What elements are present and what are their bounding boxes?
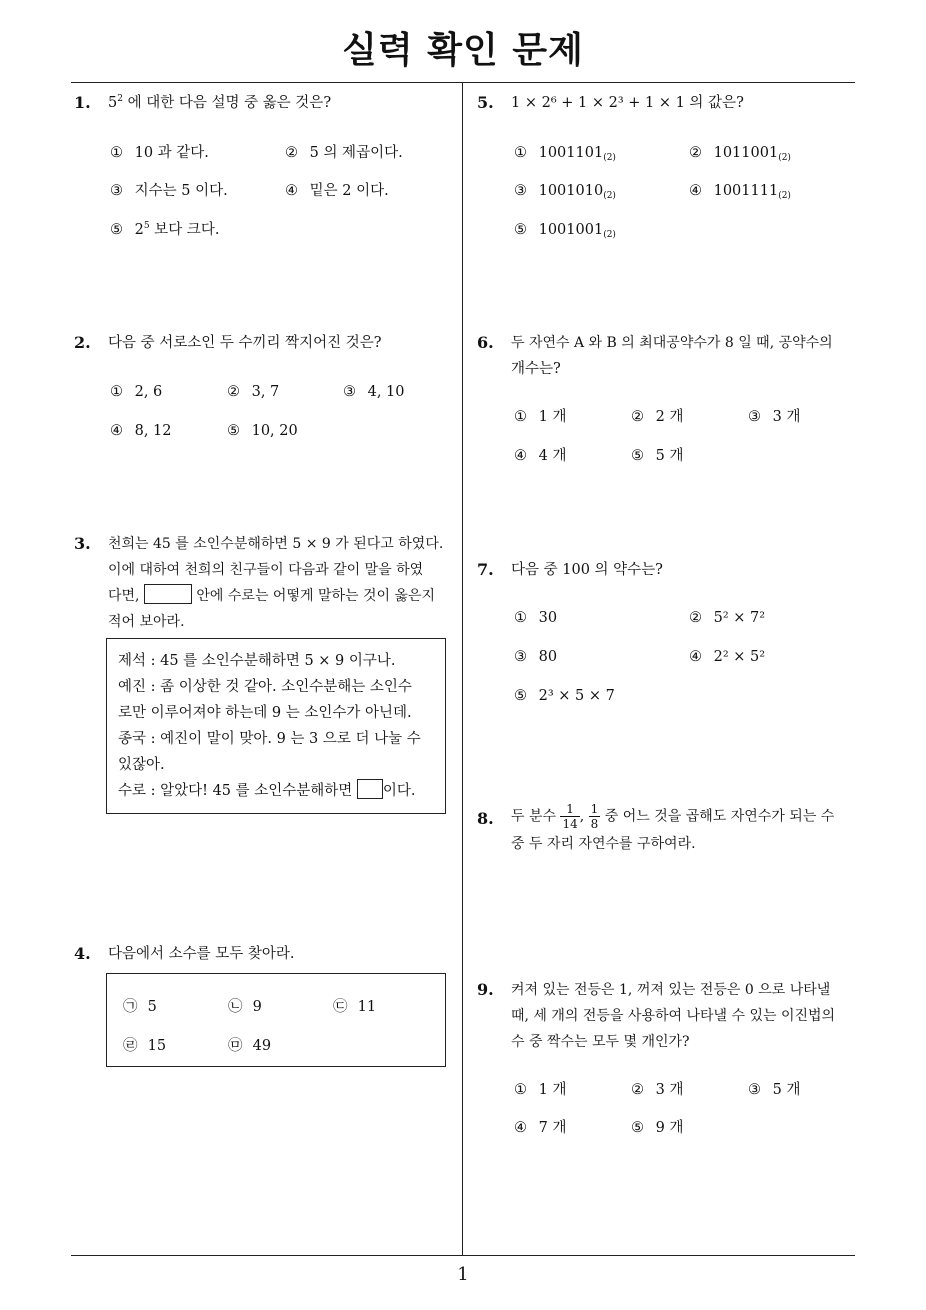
fraction-1-8	[589, 802, 601, 831]
option-mark: ②	[631, 409, 644, 425]
option-mark: ④	[514, 448, 527, 464]
answer-blank	[357, 779, 383, 799]
item-mark: ㉣	[123, 1038, 138, 1054]
option-mark: ①	[514, 610, 527, 626]
option-mark: ①	[514, 409, 527, 425]
option-text: 지수는 5 이다.	[134, 183, 228, 199]
q6-option-2[interactable]	[631, 407, 683, 427]
q9-option-2[interactable]	[631, 1080, 683, 1100]
option-text: 5 개	[772, 1082, 801, 1098]
q5-option-4[interactable]	[689, 181, 791, 201]
question-line	[511, 802, 861, 831]
item-text: 11	[357, 999, 377, 1015]
q7-option-4[interactable]	[689, 647, 765, 667]
question-text	[108, 90, 331, 116]
option-mark: ②	[227, 384, 240, 400]
option-text: 밑은 2 이다.	[309, 183, 389, 199]
item-mark: ㉡	[228, 999, 243, 1015]
question-text	[108, 531, 460, 635]
q6-option-3[interactable]	[748, 407, 800, 427]
question-number: 1.	[74, 93, 91, 112]
option-text: 2² × 5²	[713, 649, 766, 665]
q7-option-3[interactable]	[514, 647, 557, 667]
option-mark: ③	[343, 384, 356, 400]
option-text: 7 개	[538, 1120, 567, 1136]
option-text: 4 개	[538, 448, 567, 464]
page-title: 실력 확인 문제	[342, 30, 584, 71]
exponent: 2	[117, 94, 123, 104]
q1-option-2[interactable]	[285, 143, 403, 163]
option-mark: ③	[748, 409, 761, 425]
q4-item-2	[228, 997, 262, 1017]
dialogue-line: 종국 : 예진이 말이 맞아. 9 는 3 으로 더 나눌 수	[118, 731, 421, 747]
option-text: 2, 6	[134, 384, 163, 400]
option-text: 2 개	[655, 409, 684, 425]
question-number: 8.	[477, 809, 494, 828]
option-text: 10 과 같다.	[134, 145, 209, 161]
text: 수로 : 알았다! 45 를 소인수분해하면	[118, 783, 357, 799]
numerator: 1	[560, 802, 579, 817]
q4-item-4	[123, 1036, 166, 1056]
q5-option-2[interactable]	[689, 143, 791, 163]
question-text	[511, 802, 861, 857]
option-mark: ④	[514, 1120, 527, 1136]
base: 5	[108, 95, 118, 111]
option-mark: ④	[689, 183, 702, 199]
text: 다면,	[108, 588, 140, 604]
q6-option-1[interactable]	[514, 407, 566, 427]
option-text: 3 개	[772, 409, 801, 425]
option-mark: ①	[514, 1082, 527, 1098]
option-text: 1001010	[538, 183, 604, 199]
option-mark: ⑤	[110, 222, 123, 238]
option-text: 1 개	[538, 409, 567, 425]
question-line: 이에 대하여 천희의 친구들이 다음과 같이 말을 하였	[108, 562, 424, 578]
q2-option-1[interactable]	[110, 382, 162, 402]
q2-option-3[interactable]	[343, 382, 405, 402]
exponent: 5	[143, 221, 150, 231]
option-mark: ⑤	[631, 1120, 644, 1136]
q1-option-4[interactable]	[285, 181, 389, 201]
option-mark: ①	[110, 145, 123, 161]
question-line: 중 두 자리 자연수를 구하여라.	[511, 836, 696, 852]
question-text: 다음에서 소수를 모두 찾아라.	[108, 946, 295, 962]
option-mark: ⑤	[514, 222, 527, 238]
option-mark: ③	[514, 183, 527, 199]
base-subscript: (2)	[603, 191, 616, 201]
math-expression: 1 × 2⁶ + 1 × 2³ + 1 × 1	[511, 95, 685, 111]
option-text: 보다 크다.	[149, 222, 220, 238]
q1-option-3[interactable]	[110, 181, 228, 201]
q2-option-5[interactable]	[227, 421, 298, 441]
q2-option-2[interactable]	[227, 382, 279, 402]
dialogue-line: 예진 : 좀 이상한 것 같아. 소인수분해는 소인수	[118, 679, 412, 695]
q4-item-1	[123, 997, 157, 1017]
question-number: 7.	[477, 560, 494, 579]
option-text: 80	[538, 649, 558, 665]
base-subscript: (2)	[778, 191, 791, 201]
text: 중 어느 것을 곱해도 자연수가 되는 수	[600, 808, 835, 825]
separator: ,	[579, 808, 589, 825]
q9-option-4[interactable]	[514, 1118, 566, 1138]
option-mark: ②	[689, 610, 702, 626]
option-mark: ②	[285, 145, 298, 161]
question-line: 천희는 45 를 소인수분해하면 5 × 9 가 된다고 하였다.	[108, 536, 444, 552]
question-text: 다음 중 100 의 약수는?	[511, 562, 663, 578]
option-text: 8, 12	[134, 423, 172, 439]
option-mark: ③	[514, 649, 527, 665]
dialogue-line	[118, 778, 440, 804]
option-mark: ②	[631, 1082, 644, 1098]
option-text: 9 개	[655, 1120, 684, 1136]
text: 두 분수	[511, 808, 561, 825]
q5-option-3[interactable]	[514, 181, 616, 201]
question-line: 두 자연수 A 와 B 의 최대공약수가 8 일 때, 공약수의	[511, 335, 833, 351]
base: 2	[134, 222, 144, 238]
question-text	[511, 90, 744, 116]
dialogue-line: 로만 이루어져야 하는데 9 는 소인수가 아닌데.	[118, 705, 412, 721]
option-mark: ④	[110, 423, 123, 439]
option-text: 1011001	[713, 145, 779, 161]
dialogue-text	[118, 648, 440, 804]
item-text: 5	[147, 999, 157, 1015]
question-number: 5.	[477, 93, 494, 112]
question-line	[108, 583, 460, 609]
base-subscript: (2)	[603, 153, 616, 163]
option-text: 1001111	[713, 183, 779, 199]
option-text: 5² × 7²	[713, 610, 766, 626]
page-number: 1	[457, 1264, 469, 1285]
option-mark: ①	[514, 145, 527, 161]
option-mark: ④	[689, 649, 702, 665]
q6-option-5[interactable]	[631, 446, 683, 466]
numerator: 1	[590, 802, 599, 816]
option-mark: ⑤	[227, 423, 240, 439]
item-text: 15	[147, 1038, 167, 1054]
option-text: 3, 7	[251, 384, 280, 400]
q1-option-5[interactable]	[110, 220, 219, 240]
q7-option-5[interactable]	[514, 686, 615, 706]
question-number: 2.	[74, 333, 91, 352]
option-mark: ③	[748, 1082, 761, 1098]
dialogue-line: 있잖아.	[118, 757, 165, 773]
question-text-rest: 에 대한 다음 설명 중 옳은 것은?	[122, 95, 332, 111]
column-divider	[462, 82, 463, 1255]
question-text	[511, 977, 861, 1055]
q6-option-4[interactable]	[514, 446, 566, 466]
question-text: 다음 중 서로소인 두 수끼리 짝지어진 것은?	[108, 335, 382, 351]
option-text: 3 개	[655, 1082, 684, 1098]
option-text: 10, 20	[251, 423, 298, 439]
question-line: 수 중 짝수는 모두 몇 개인가?	[511, 1034, 690, 1050]
question-text	[511, 330, 861, 382]
option-text: 1 개	[538, 1082, 567, 1098]
option-text: 2³ × 5 × 7	[538, 688, 615, 704]
item-text: 49	[252, 1038, 272, 1054]
option-text: 5 의 제곱이다.	[309, 145, 403, 161]
option-text: 5 개	[655, 448, 684, 464]
option-text: 1001001	[538, 222, 604, 238]
question-line: 적어 보아라.	[108, 614, 185, 630]
denominator: 8	[590, 817, 599, 831]
base-subscript: (2)	[778, 153, 791, 163]
question-text-rest: 의 값은?	[684, 95, 744, 111]
option-mark: ⑤	[631, 448, 644, 464]
q9-option-1[interactable]	[514, 1080, 566, 1100]
q9-option-5[interactable]	[631, 1118, 683, 1138]
option-mark: ④	[285, 183, 298, 199]
q5-option-1[interactable]	[514, 143, 616, 163]
question-number: 9.	[477, 980, 494, 999]
q2-option-4[interactable]	[110, 421, 172, 441]
denominator: 14	[562, 817, 578, 831]
item-mark: ㉠	[123, 999, 138, 1015]
q7-option-2[interactable]	[689, 608, 765, 628]
text: 이다.	[382, 783, 416, 799]
question-number: 3.	[74, 534, 91, 553]
base-subscript: (2)	[603, 230, 616, 240]
q5-option-5[interactable]	[514, 220, 616, 240]
question-number: 4.	[74, 944, 91, 963]
option-mark: ①	[110, 384, 123, 400]
answer-blank	[144, 584, 192, 604]
item-text: 9	[252, 999, 262, 1015]
question-line: 개수는?	[511, 361, 561, 377]
fraction-1-14	[560, 802, 579, 831]
text: 안에 수로는 어떻게 말하는 것이 옳은지	[191, 588, 436, 604]
question-number: 6.	[477, 333, 494, 352]
bottom-rule	[71, 1255, 855, 1256]
q4-item-5	[228, 1036, 271, 1056]
q1-option-1[interactable]	[110, 143, 209, 163]
option-text: 4, 10	[367, 384, 405, 400]
option-mark: ②	[689, 145, 702, 161]
question-line: 켜져 있는 전등은 1, 꺼져 있는 전등은 0 으로 나타낼	[511, 982, 831, 998]
top-rule	[71, 82, 855, 83]
item-mark: ㉢	[333, 999, 348, 1015]
q4-item-3	[333, 997, 376, 1017]
question-line: 때, 세 개의 전등을 사용하여 나타낼 수 있는 이진법의	[511, 1008, 836, 1024]
option-text: 1001101	[538, 145, 604, 161]
item-mark: ㉤	[228, 1038, 243, 1054]
option-text: 30	[538, 610, 558, 626]
q7-option-1[interactable]	[514, 608, 557, 628]
option-mark: ⑤	[514, 688, 527, 704]
option-mark: ③	[110, 183, 123, 199]
dialogue-line: 제석 : 45 를 소인수분해하면 5 × 9 이구나.	[118, 653, 396, 669]
q9-option-3[interactable]	[748, 1080, 800, 1100]
